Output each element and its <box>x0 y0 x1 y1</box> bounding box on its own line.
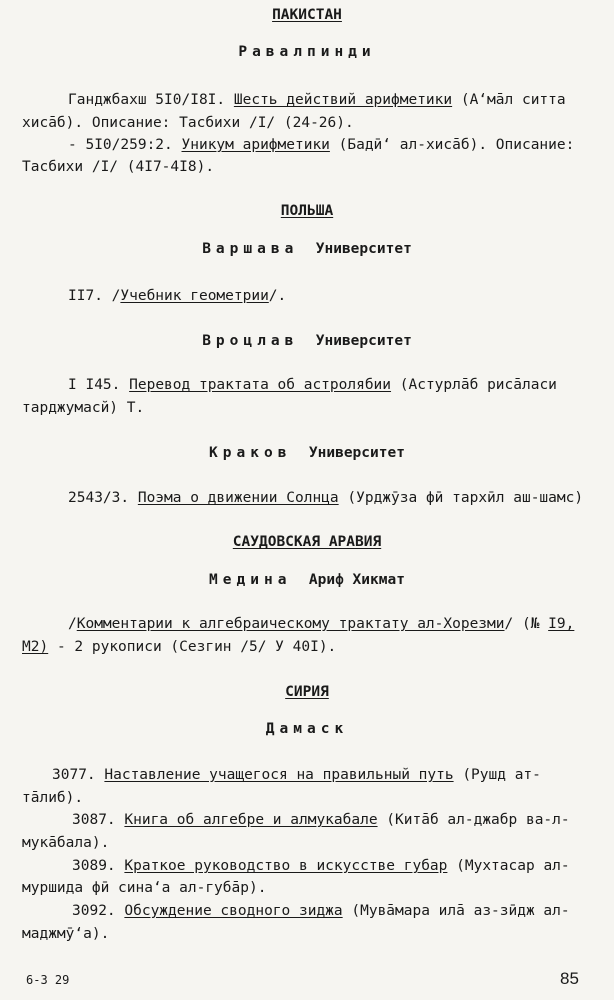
entry: Ганджбахш 5I0/I8I. Шесть действий арифметики (А‘мāл ситта <box>68 92 566 108</box>
page-number: 85 <box>560 969 579 988</box>
section-heading: САУДОВСКАЯ АРАВИЯ <box>232 534 382 550</box>
entry-continuation: тāлиб). <box>22 790 84 806</box>
city-heading: Равалпинди <box>238 44 376 60</box>
footer-code: 6-3 29 <box>26 973 70 987</box>
entry-continuation: Тасбихи /I/ (4I7-4I8). <box>22 159 215 175</box>
city-heading: Вроцлав Университет <box>202 333 412 349</box>
entry: /Комментарии к алгебраическому трактату ал-Хорезми/ (№ I9, <box>68 616 575 632</box>
section-heading: ПОЛЬША <box>280 203 334 219</box>
entry-continuation: тарджумасй) Т. <box>22 400 145 416</box>
entry: 3077. Наставление учащегося на правильный путь (Рушд ат- <box>52 767 541 783</box>
city-heading: Варшава Университет <box>202 241 412 257</box>
entry: 2543/3. Поэма о движении Солнца (Урджӯза фӣ тархӣл аш-шамс) <box>68 490 584 506</box>
entry-continuation: M2) - 2 рукописи (Сезгин /5/ У 40I). <box>22 639 337 655</box>
entry-continuation: хисāб). Описание: Тасбихи /I/ (24-26). <box>22 115 354 131</box>
entry: - 5I0/259:2. Уникум арифметики (Бадӣ‘ ал-хисāб). Описание: <box>68 137 575 153</box>
section-heading: ПАКИСТАН <box>272 7 342 23</box>
city-heading: Медина Ариф Хикмат <box>209 572 405 588</box>
section-heading: СИРИЯ <box>285 684 329 700</box>
entry-continuation: мукāбала). <box>22 835 110 851</box>
entry-continuation: маджмӯ‘а). <box>22 926 110 942</box>
city-heading: Дамаск <box>265 721 349 737</box>
entry-continuation: муршида фӣ сина‘а ал-губāр). <box>22 880 267 896</box>
entry: 3089. Краткое руководство в искусстве губар (Мухтасар ал- <box>72 858 570 874</box>
city-heading: Краков Университет <box>209 445 405 461</box>
entry: 3092. Обсуждение сводного зиджа (Мувāмара илā аз-зӣдж ал- <box>72 903 570 919</box>
entry: 3087. Книга об алгебре и алмукабале (Китāб ал-джабр ва-л- <box>72 812 570 828</box>
entry: II7. /Учебник геометрии/. <box>68 288 287 304</box>
entry: I I45. Перевод трактата об астролябии (Астурлāб рисāласи <box>68 377 557 393</box>
